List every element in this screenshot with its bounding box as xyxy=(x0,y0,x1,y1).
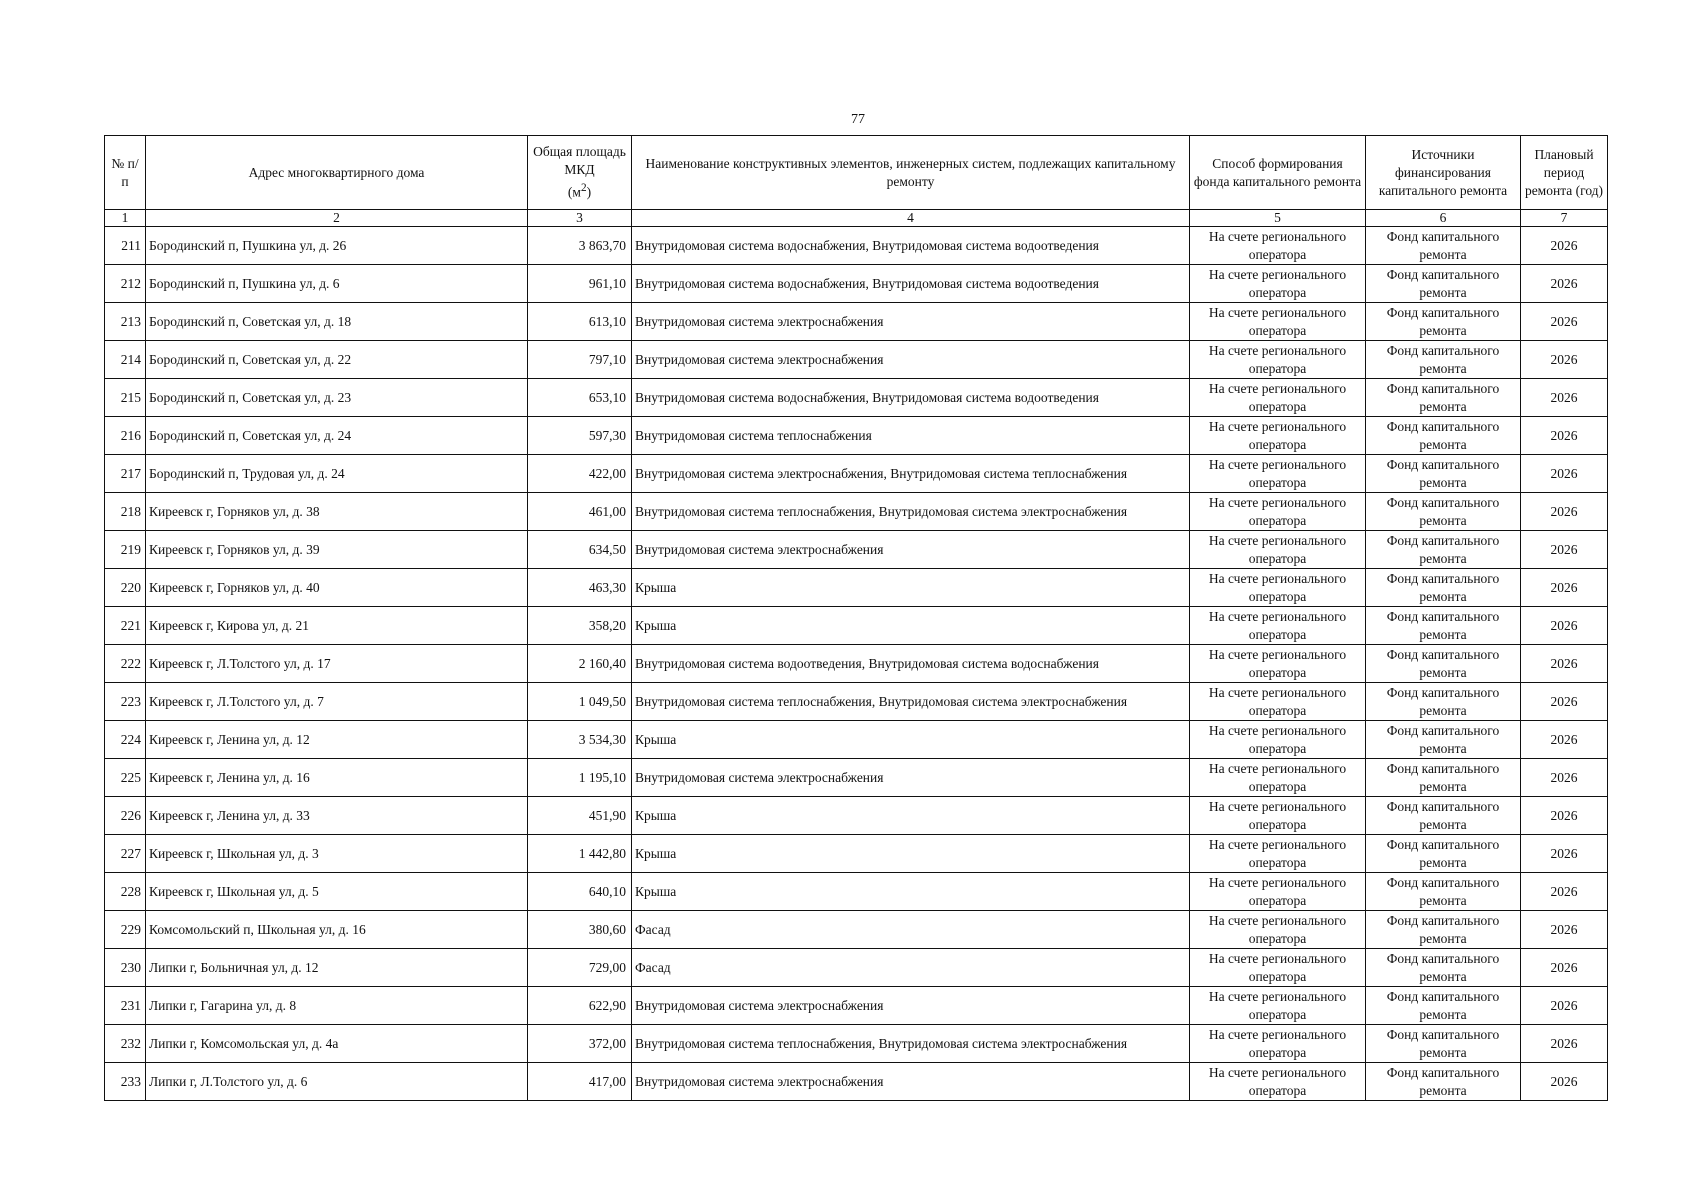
address-cell: Бородинский п, Пушкина ул, д. 6 xyxy=(146,265,528,303)
elements-cell: Крыша xyxy=(632,873,1190,911)
planned-year-cell: 2026 xyxy=(1521,379,1608,417)
area-cell: 1 442,80 xyxy=(528,835,632,873)
area-cell: 1 195,10 xyxy=(528,759,632,797)
column-number-row xyxy=(105,210,1608,227)
column-number: 2 xyxy=(146,210,528,227)
table-row xyxy=(105,531,1608,569)
elements-cell: Внутридомовая система электроснабжения xyxy=(632,987,1190,1025)
funding-source-cell: Фонд капитального ремонта xyxy=(1366,531,1521,569)
funding-source-cell: Фонд капитального ремонта xyxy=(1366,949,1521,987)
area-cell: 451,90 xyxy=(528,797,632,835)
table-row xyxy=(105,1063,1608,1101)
area-cell: 613,10 xyxy=(528,303,632,341)
table-row xyxy=(105,417,1608,455)
row-number: 232 xyxy=(105,1025,146,1063)
table-row xyxy=(105,873,1608,911)
row-number: 224 xyxy=(105,721,146,759)
funding-method-cell: На счете регионального оператора xyxy=(1190,645,1366,683)
table-row xyxy=(105,227,1608,265)
funding-method-cell: На счете регионального оператора xyxy=(1190,341,1366,379)
planned-year-cell: 2026 xyxy=(1521,721,1608,759)
address-cell: Бородинский п, Советская ул, д. 22 xyxy=(146,341,528,379)
planned-year-cell: 2026 xyxy=(1521,265,1608,303)
header-address: Адрес многоквартирного дома xyxy=(146,136,528,210)
planned-year-cell: 2026 xyxy=(1521,949,1608,987)
planned-year-cell: 2026 xyxy=(1521,645,1608,683)
funding-source-cell: Фонд капитального ремонта xyxy=(1366,303,1521,341)
elements-cell: Крыша xyxy=(632,721,1190,759)
elements-cell: Внутридомовая система водоснабжения, Внутридомовая система водоотведения xyxy=(632,379,1190,417)
elements-cell: Крыша xyxy=(632,607,1190,645)
elements-cell: Внутридомовая система водоснабжения, Внутридомовая система водоотведения xyxy=(632,265,1190,303)
row-number: 218 xyxy=(105,493,146,531)
row-number: 216 xyxy=(105,417,146,455)
area-cell: 634,50 xyxy=(528,531,632,569)
row-number: 226 xyxy=(105,797,146,835)
address-cell: Киреевск г, Школьная ул, д. 3 xyxy=(146,835,528,873)
planned-year-cell: 2026 xyxy=(1521,569,1608,607)
area-cell: 961,10 xyxy=(528,265,632,303)
table-row xyxy=(105,1025,1608,1063)
column-number: 5 xyxy=(1190,210,1366,227)
planned-year-cell: 2026 xyxy=(1521,227,1608,265)
header-method: Способ формирования фонда капитального ремонта xyxy=(1190,136,1366,210)
funding-method-cell: На счете регионального оператора xyxy=(1190,721,1366,759)
planned-year-cell: 2026 xyxy=(1521,835,1608,873)
funding-method-cell: На счете регионального оператора xyxy=(1190,265,1366,303)
address-cell: Липки г, Гагарина ул, д. 8 xyxy=(146,987,528,1025)
header-year: Плановый период ремонта (год) xyxy=(1521,136,1608,210)
column-number: 3 xyxy=(528,210,632,227)
address-cell: Киреевск г, Л.Толстого ул, д. 7 xyxy=(146,683,528,721)
table-row xyxy=(105,493,1608,531)
table-row xyxy=(105,645,1608,683)
header-source: Источники финансирования капитального ремонта xyxy=(1366,136,1521,210)
funding-source-cell: Фонд капитального ремонта xyxy=(1366,265,1521,303)
funding-method-cell: На счете регионального оператора xyxy=(1190,569,1366,607)
funding-source-cell: Фонд капитального ремонта xyxy=(1366,1063,1521,1101)
elements-cell: Внутридомовая система водоснабжения, Внутридомовая система водоотведения xyxy=(632,227,1190,265)
planned-year-cell: 2026 xyxy=(1521,797,1608,835)
row-number: 230 xyxy=(105,949,146,987)
elements-cell: Внутридомовая система электроснабжения xyxy=(632,759,1190,797)
funding-source-cell: Фонд капитального ремонта xyxy=(1366,569,1521,607)
area-cell: 622,90 xyxy=(528,987,632,1025)
area-cell: 380,60 xyxy=(528,911,632,949)
funding-method-cell: На счете регионального оператора xyxy=(1190,531,1366,569)
header-row xyxy=(105,136,1608,210)
row-number: 227 xyxy=(105,835,146,873)
funding-method-cell: На счете регионального оператора xyxy=(1190,303,1366,341)
funding-method-cell: На счете регионального оператора xyxy=(1190,493,1366,531)
column-number: 4 xyxy=(632,210,1190,227)
area-cell: 463,30 xyxy=(528,569,632,607)
elements-cell: Внутридомовая система теплоснабжения, Внутридомовая система электроснабжения xyxy=(632,1025,1190,1063)
capital-repair-table xyxy=(104,135,1608,1101)
row-number: 222 xyxy=(105,645,146,683)
funding-source-cell: Фонд капитального ремонта xyxy=(1366,341,1521,379)
funding-method-cell: На счете регионального оператора xyxy=(1190,835,1366,873)
area-cell: 358,20 xyxy=(528,607,632,645)
row-number: 213 xyxy=(105,303,146,341)
table-row xyxy=(105,759,1608,797)
elements-cell: Внутридомовая система электроснабжения, Внутридомовая система теплоснабжения xyxy=(632,455,1190,493)
funding-method-cell: На счете регионального оператора xyxy=(1190,417,1366,455)
table-body xyxy=(105,227,1608,1101)
funding-source-cell: Фонд капитального ремонта xyxy=(1366,873,1521,911)
address-cell: Киреевск г, Горняков ул, д. 38 xyxy=(146,493,528,531)
row-number: 215 xyxy=(105,379,146,417)
funding-source-cell: Фонд капитального ремонта xyxy=(1366,683,1521,721)
funding-method-cell: На счете регионального оператора xyxy=(1190,873,1366,911)
table-row xyxy=(105,797,1608,835)
funding-source-cell: Фонд капитального ремонта xyxy=(1366,797,1521,835)
table-row xyxy=(105,949,1608,987)
planned-year-cell: 2026 xyxy=(1521,493,1608,531)
table-row xyxy=(105,835,1608,873)
area-cell: 372,00 xyxy=(528,1025,632,1063)
elements-cell: Внутридомовая система электроснабжения xyxy=(632,303,1190,341)
address-cell: Киреевск г, Кирова ул, д. 21 xyxy=(146,607,528,645)
elements-cell: Крыша xyxy=(632,797,1190,835)
funding-source-cell: Фонд капитального ремонта xyxy=(1366,645,1521,683)
header-area-label: Общая площадь МКД xyxy=(533,144,626,178)
elements-cell: Внутридомовая система теплоснабжения xyxy=(632,417,1190,455)
area-cell: 729,00 xyxy=(528,949,632,987)
planned-year-cell: 2026 xyxy=(1521,1063,1608,1101)
area-cell: 1 049,50 xyxy=(528,683,632,721)
planned-year-cell: 2026 xyxy=(1521,987,1608,1025)
column-number: 7 xyxy=(1521,210,1608,227)
header-area-unit-close: ) xyxy=(586,184,592,200)
funding-source-cell: Фонд капитального ремонта xyxy=(1366,417,1521,455)
row-number: 225 xyxy=(105,759,146,797)
row-number: 233 xyxy=(105,1063,146,1101)
elements-cell: Внутридомовая система теплоснабжения, Внутридомовая система электроснабжения xyxy=(632,493,1190,531)
funding-method-cell: На счете регионального оператора xyxy=(1190,379,1366,417)
planned-year-cell: 2026 xyxy=(1521,303,1608,341)
address-cell: Киреевск г, Горняков ул, д. 39 xyxy=(146,531,528,569)
area-cell: 640,10 xyxy=(528,873,632,911)
address-cell: Липки г, Комсомольская ул, д. 4а xyxy=(146,1025,528,1063)
row-number: 219 xyxy=(105,531,146,569)
funding-source-cell: Фонд капитального ремонта xyxy=(1366,227,1521,265)
table-row xyxy=(105,569,1608,607)
planned-year-cell: 2026 xyxy=(1521,759,1608,797)
column-number: 1 xyxy=(105,210,146,227)
table-row xyxy=(105,341,1608,379)
funding-source-cell: Фонд капитального ремонта xyxy=(1366,379,1521,417)
address-cell: Киреевск г, Ленина ул, д. 33 xyxy=(146,797,528,835)
area-cell: 3 534,30 xyxy=(528,721,632,759)
table-row xyxy=(105,683,1608,721)
planned-year-cell: 2026 xyxy=(1521,455,1608,493)
funding-method-cell: На счете регионального оператора xyxy=(1190,987,1366,1025)
area-cell: 597,30 xyxy=(528,417,632,455)
elements-cell: Фасад xyxy=(632,911,1190,949)
area-cell: 461,00 xyxy=(528,493,632,531)
table-row xyxy=(105,455,1608,493)
funding-method-cell: На счете регионального оператора xyxy=(1190,1025,1366,1063)
header-elements: Наименование конструктивных элементов, инженерных систем, подлежащих капитальному ремонту xyxy=(632,136,1190,210)
elements-cell: Крыша xyxy=(632,569,1190,607)
table-row xyxy=(105,607,1608,645)
area-cell: 797,10 xyxy=(528,341,632,379)
address-cell: Киреевск г, Ленина ул, д. 16 xyxy=(146,759,528,797)
table-row xyxy=(105,303,1608,341)
header-number: № п/п xyxy=(105,136,146,210)
row-number: 217 xyxy=(105,455,146,493)
row-number: 228 xyxy=(105,873,146,911)
funding-source-cell: Фонд капитального ремонта xyxy=(1366,1025,1521,1063)
area-cell: 417,00 xyxy=(528,1063,632,1101)
row-number: 229 xyxy=(105,911,146,949)
address-cell: Бородинский п, Советская ул, д. 24 xyxy=(146,417,528,455)
row-number: 223 xyxy=(105,683,146,721)
row-number: 221 xyxy=(105,607,146,645)
elements-cell: Крыша xyxy=(632,835,1190,873)
funding-method-cell: На счете регионального оператора xyxy=(1190,607,1366,645)
planned-year-cell: 2026 xyxy=(1521,911,1608,949)
funding-source-cell: Фонд капитального ремонта xyxy=(1366,493,1521,531)
row-number: 212 xyxy=(105,265,146,303)
funding-source-cell: Фонд капитального ремонта xyxy=(1366,835,1521,873)
elements-cell: Внутридомовая система электроснабжения xyxy=(632,531,1190,569)
address-cell: Липки г, Л.Толстого ул, д. 6 xyxy=(146,1063,528,1101)
funding-method-cell: На счете регионального оператора xyxy=(1190,759,1366,797)
row-number: 214 xyxy=(105,341,146,379)
elements-cell: Внутридомовая система электроснабжения xyxy=(632,341,1190,379)
row-number: 220 xyxy=(105,569,146,607)
funding-method-cell: На счете регионального оператора xyxy=(1190,455,1366,493)
funding-method-cell: На счете регионального оператора xyxy=(1190,797,1366,835)
funding-method-cell: На счете регионального оператора xyxy=(1190,949,1366,987)
address-cell: Комсомольский п, Школьная ул, д. 16 xyxy=(146,911,528,949)
elements-cell: Фасад xyxy=(632,949,1190,987)
address-cell: Бородинский п, Пушкина ул, д. 26 xyxy=(146,227,528,265)
table-row xyxy=(105,911,1608,949)
elements-cell: Внутридомовая система теплоснабжения, Внутридомовая система электроснабжения xyxy=(632,683,1190,721)
planned-year-cell: 2026 xyxy=(1521,1025,1608,1063)
funding-method-cell: На счете регионального оператора xyxy=(1190,911,1366,949)
planned-year-cell: 2026 xyxy=(1521,607,1608,645)
address-cell: Киреевск г, Ленина ул, д. 12 xyxy=(146,721,528,759)
area-cell: 653,10 xyxy=(528,379,632,417)
funding-method-cell: На счете регионального оператора xyxy=(1190,227,1366,265)
table-row xyxy=(105,265,1608,303)
table-row xyxy=(105,721,1608,759)
elements-cell: Внутридомовая система электроснабжения xyxy=(632,1063,1190,1101)
planned-year-cell: 2026 xyxy=(1521,531,1608,569)
header-area-unit-sup: 2 xyxy=(580,182,587,195)
header-area-unit: (м xyxy=(567,184,581,200)
row-number: 231 xyxy=(105,987,146,1025)
table-row xyxy=(105,987,1608,1025)
funding-source-cell: Фонд капитального ремонта xyxy=(1366,721,1521,759)
address-cell: Бородинский п, Советская ул, д. 23 xyxy=(146,379,528,417)
address-cell: Киреевск г, Школьная ул, д. 5 xyxy=(146,873,528,911)
address-cell: Бородинский п, Советская ул, д. 18 xyxy=(146,303,528,341)
funding-source-cell: Фонд капитального ремонта xyxy=(1366,987,1521,1025)
area-cell: 2 160,40 xyxy=(528,645,632,683)
planned-year-cell: 2026 xyxy=(1521,683,1608,721)
funding-method-cell: На счете регионального оператора xyxy=(1190,1063,1366,1101)
area-cell: 3 863,70 xyxy=(528,227,632,265)
header-area xyxy=(528,136,632,210)
address-cell: Бородинский п, Трудовая ул, д. 24 xyxy=(146,455,528,493)
row-number: 211 xyxy=(105,227,146,265)
column-number: 6 xyxy=(1366,210,1521,227)
address-cell: Липки г, Больничная ул, д. 12 xyxy=(146,949,528,987)
elements-cell: Внутридомовая система водоотведения, Внутридомовая система водоснабжения xyxy=(632,645,1190,683)
address-cell: Киреевск г, Горняков ул, д. 40 xyxy=(146,569,528,607)
planned-year-cell: 2026 xyxy=(1521,417,1608,455)
table-row xyxy=(105,379,1608,417)
planned-year-cell: 2026 xyxy=(1521,341,1608,379)
funding-source-cell: Фонд капитального ремонта xyxy=(1366,911,1521,949)
funding-source-cell: Фонд капитального ремонта xyxy=(1366,455,1521,493)
page-number: 77 xyxy=(851,112,865,127)
planned-year-cell: 2026 xyxy=(1521,873,1608,911)
area-cell: 422,00 xyxy=(528,455,632,493)
funding-source-cell: Фонд капитального ремонта xyxy=(1366,607,1521,645)
funding-source-cell: Фонд капитального ремонта xyxy=(1366,759,1521,797)
funding-method-cell: На счете регионального оператора xyxy=(1190,683,1366,721)
address-cell: Киреевск г, Л.Толстого ул, д. 17 xyxy=(146,645,528,683)
